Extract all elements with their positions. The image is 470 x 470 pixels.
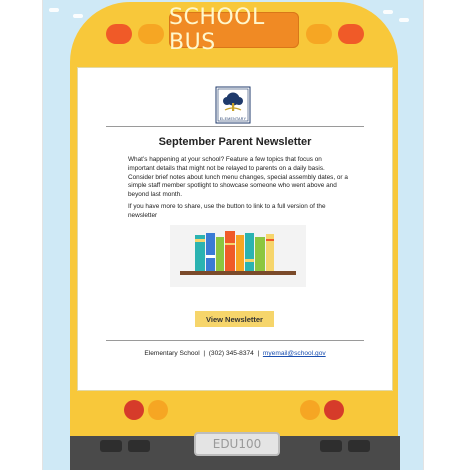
newsletter-card	[78, 68, 392, 390]
footer-separator: |	[203, 350, 206, 357]
newsletter-intro-paragraph: What’s happening at your school? Feature a few topics that focus on important details that might not be relayed to parents on a daily basis. Consider brief notes about lunch menu changes, special assembly dates, or a simple staff member spotlight to showcase someone who went above and beyond last month.	[128, 156, 348, 199]
footer-contact	[78, 350, 392, 357]
bus-light-right-outer	[338, 24, 364, 44]
tail-light-right-red	[324, 400, 344, 420]
cloud-decoration	[49, 8, 59, 12]
school-bus-sign-text: SCHOOL BUS	[169, 5, 265, 55]
bus-light-left-outer	[106, 24, 132, 44]
bumper-slot-right-1	[320, 440, 342, 452]
footer-separator: |	[257, 350, 260, 357]
footer-email-link[interactable]: myemail@school.gov	[262, 350, 326, 357]
bumper-slot-left-2	[128, 440, 150, 452]
cloud-decoration	[73, 14, 83, 18]
books-illustration	[170, 225, 306, 287]
bus-light-right-inner	[306, 24, 332, 44]
license-plate-text: EDU100	[212, 437, 262, 451]
view-newsletter-button[interactable]: View Newsletter	[195, 311, 274, 327]
bus-light-left-inner	[138, 24, 164, 44]
bumper-slot-right-2	[348, 440, 370, 452]
license-plate	[194, 432, 280, 456]
cloud-decoration	[383, 10, 393, 14]
cloud-decoration	[399, 18, 409, 22]
bumper-slot-left-1	[100, 440, 122, 452]
newsletter-title: September Parent Newsletter	[158, 136, 312, 148]
footer-phone: (302) 345-8374	[208, 350, 254, 357]
tail-light-right-amber	[300, 400, 320, 420]
footer-school-name: Elementary School	[144, 350, 200, 357]
school-bus-sign	[169, 5, 299, 55]
divider-top	[106, 126, 364, 127]
logo-caption: ELEMENTARY	[219, 117, 247, 121]
newsletter-more-paragraph: If you have more to share, use the button to link to a full version of the newsletter	[128, 203, 326, 219]
divider-bottom	[106, 340, 364, 341]
tail-light-left-red	[124, 400, 144, 420]
tail-light-left-amber	[148, 400, 168, 420]
